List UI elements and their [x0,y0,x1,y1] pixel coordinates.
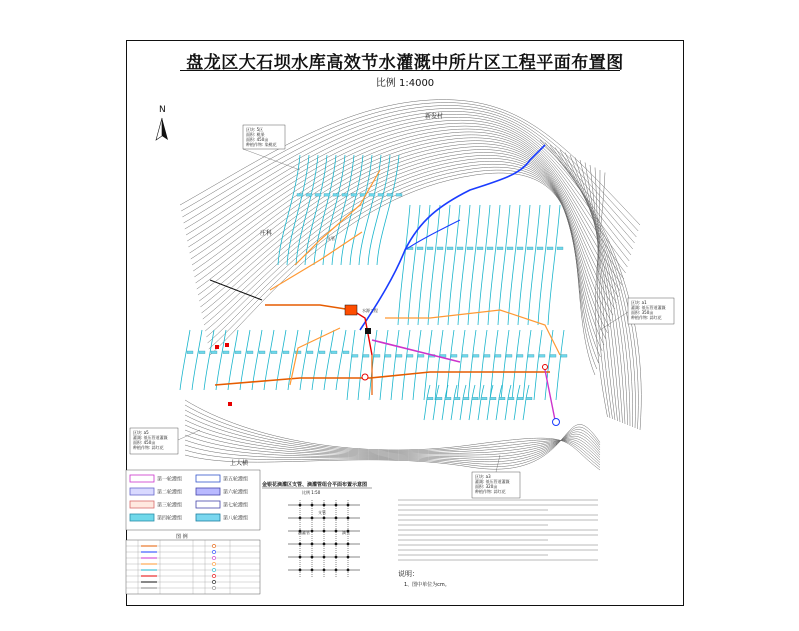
irrigation-block [495,355,501,358]
irrigation-block [454,397,460,400]
callout-line: 灌溉: 低压管道灌溉 [631,305,666,310]
irrigation-block [457,247,463,250]
lateral-line [488,205,500,325]
legend-label: 第三轮灌组 [157,502,183,509]
legend-label: 第五轮灌组 [223,476,249,483]
irrigation-block [517,247,523,250]
lateral-line [523,330,531,400]
irrigation-block [537,247,543,250]
callout-line: 灌溉: 低压管道灌溉 [475,479,510,484]
irrigation-block [369,194,375,197]
callout-line: 区块: a3 [475,474,491,479]
irrigation-block [481,397,487,400]
lateral-line [358,330,366,400]
irrigation-block [528,355,534,358]
irrigation-block [550,355,556,358]
lateral-line [508,205,520,325]
legend-swatch [130,514,154,521]
notes-heading: 说明： [398,570,419,578]
place-name: 新发村 [425,113,444,120]
legend-swatch [196,514,220,521]
irrigation-block [462,355,468,358]
lateral-line [324,330,334,390]
north-label: N [159,105,166,115]
lateral-line [380,330,388,400]
lateral-line [180,330,190,390]
legend-label: 第二轮灌组 [157,489,183,496]
irrigation-block [506,355,512,358]
irrigation-block [374,355,380,358]
irrigation-block [508,397,514,400]
lateral-line [556,330,564,400]
detail-drawing [262,481,372,578]
lateral-line [402,330,410,400]
irrigation-block [199,351,205,354]
irrigation-block [484,355,490,358]
irrigation-block [363,355,369,358]
lateral-line [457,330,465,400]
legend-label: 第四轮灌组 [157,515,183,522]
map-title: 盘龙区大石坝水库高效节水灌溉中所片区工程平面布置图 [186,53,624,73]
contour-line [545,143,638,430]
irrigation-block [333,194,339,197]
irrigation-block [211,351,217,354]
legend-label: 第八轮灌组 [223,515,249,522]
lateral-line [413,330,421,400]
lateral-line [347,330,355,400]
callout-line: 区块: a1 [631,300,647,305]
irrigation-block [331,351,337,354]
lateral-line [276,330,286,390]
contour-lines [180,100,641,470]
notes-item: 1、图中单位为cm。 [404,582,450,588]
lateral-line [336,330,346,390]
road-label: 水源工程 [362,308,378,313]
irrigation-block [297,194,303,197]
irrigation-block [352,355,358,358]
lateral-line [240,330,250,390]
irrigation-block [307,351,313,354]
north-arrow [156,105,168,140]
detail-label: 滴头 [342,530,350,535]
irrigation-block [407,355,413,358]
irrigation-block [436,397,442,400]
road-label: 支管 [327,236,335,241]
irrigation-block [507,247,513,250]
lateral-line [468,330,476,400]
lateral-line [490,330,498,400]
contour-line [208,167,599,363]
lateral-line [435,330,443,400]
irrigation-block [526,397,532,400]
legend-swatch [196,475,220,482]
lateral-line [505,385,511,420]
lateral-line [451,385,457,420]
callout-line: 面积: 320亩 [475,484,498,489]
irrigation-block [319,351,325,354]
callout-line: 种植作物: 蒜红花 [133,445,164,450]
lateral-line [518,205,530,325]
irrigation-block [477,247,483,250]
legend-symbols-title: 图 例 [176,534,188,540]
irrigation-block [342,194,348,197]
irrigation-block [396,355,402,358]
detail-title: 金银花滴灌区支管、滴灌管组合平面布置示意图 [262,482,368,488]
irrigation-block [418,355,424,358]
irrigation-block [437,247,443,250]
contour-line [206,164,600,357]
lateral-line [424,330,432,400]
irrigation-block [283,351,289,354]
lateral-line [528,205,540,325]
lateral-line [487,385,493,420]
legend-swatch [130,475,154,482]
lateral-line [468,205,480,325]
lateral-line [498,205,510,325]
lateral-line [408,205,420,325]
irrigation-block [417,247,423,250]
irrigation-block [447,247,453,250]
irrigation-block [539,355,545,358]
lateral-line [469,385,475,420]
detail-scale: 比例 1:50 [302,490,321,495]
legend-swatch [130,501,154,508]
irrigation-block [223,351,229,354]
irrigation-block [472,397,478,400]
lateral-line [438,205,450,325]
irrigation-block [527,247,533,250]
irrigation-block [490,397,496,400]
lateral-line [478,205,490,325]
irrigation-block [259,351,265,354]
place-name: 庄科 [260,230,273,237]
irrigation-block [247,351,253,354]
notes-block [398,500,598,588]
callout-line: 种植作物: 蒜红花 [475,489,506,494]
irrigation-block [343,351,349,354]
lateral-line [288,330,298,390]
lateral-line [538,205,550,325]
lateral-line [428,205,440,325]
legend-label: 第六轮灌组 [223,489,249,496]
lateral-line [192,330,202,390]
lateral-line [300,330,310,390]
callout-line: 区块: a5 [133,430,149,435]
lateral-line [548,205,560,325]
irrigation-block [306,194,312,197]
callout-line: 灌溉: 低压管道灌溉 [133,435,168,440]
irrigation-block [473,355,479,358]
lateral-line [216,330,226,390]
lateral-line [204,330,214,390]
lateral-line [458,205,470,325]
contour-line [209,170,597,369]
lateral-line [460,385,466,420]
legend-label: 第七轮灌组 [223,502,249,509]
lateral-line [398,205,410,325]
callout-line: 区块: 5区 [246,127,264,132]
irrigation-block [463,397,469,400]
callout-line: 面积: 450亩 [246,137,269,142]
irrigation-block [517,397,523,400]
map-scale: 比例 1:4000 [375,78,435,89]
legend-swatch [196,488,220,495]
lateral-line [228,330,238,390]
irrigation-block [385,355,391,358]
lateral-line [496,385,502,420]
detail-label: 支管 [318,510,326,515]
irrigation-block [561,355,567,358]
irrigation-block [235,351,241,354]
irrigation-block [427,247,433,250]
irrigation-block [517,355,523,358]
callout-line: 种植作物: 蒜红花 [631,315,662,320]
lateral-line [501,330,509,400]
contour-line [196,138,617,303]
legend [126,470,260,594]
lateral-line [478,385,484,420]
irrigation-block [315,194,321,197]
irrigation-block [351,194,357,197]
lateral-line [534,330,542,400]
legend-swatch [130,488,154,495]
irrigation-block [467,247,473,250]
legend-swatch [196,501,220,508]
legend-symbol-table [126,540,260,594]
irrigation-block [324,194,330,197]
irrigation-block [487,247,493,250]
irrigation-block [378,194,384,197]
irrigation-block [387,194,393,197]
lateral-line [514,385,520,420]
irrigation-block [499,397,505,400]
irrigation-block [427,397,433,400]
callout-line: 面积: 桃果 [246,132,265,137]
irrigation-block [557,247,563,250]
callout-line: 种植作物: 染桃花 [246,142,277,147]
contour-line [575,158,623,424]
main-pipes [210,170,560,420]
legend-label: 第一轮灌组 [157,476,183,483]
irrigation-block [295,351,301,354]
irrigation-block [547,247,553,250]
irrigation-block [396,194,402,197]
place-name: 上大横 [230,460,249,467]
callout-line: 面积: 450亩 [133,440,156,445]
lateral-line [391,330,399,400]
irrigation-block [445,397,451,400]
irrigation-block [451,355,457,358]
detail-label: 滴灌管 [298,530,310,535]
irrigation-block [271,351,277,354]
irrigation-block [187,351,193,354]
irrigation-block [497,247,503,250]
callout-line: 面积: 350亩 [631,310,654,315]
